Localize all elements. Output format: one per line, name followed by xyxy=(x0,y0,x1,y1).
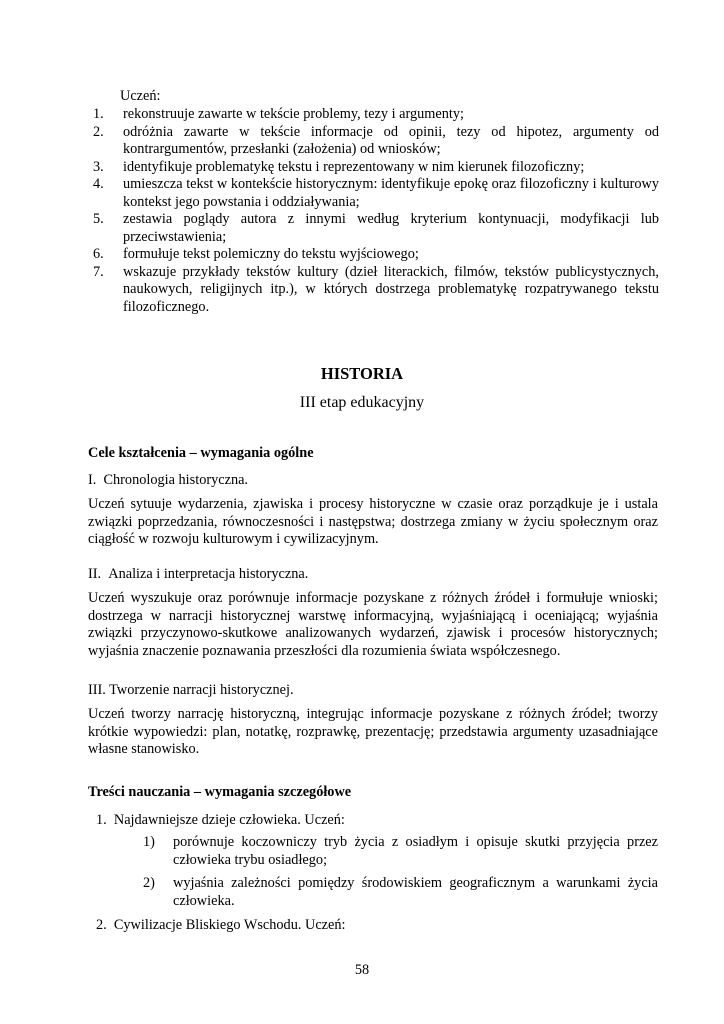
list-item: 2) wyjaśnia zależności pomiędzy środowiskiem geograficznym a warunkami życia człowieka. xyxy=(143,875,658,909)
goal-2-text: Uczeń wyszukuje oraz porównuje informacje pozyskane z różnych źródeł i formułuje wnioski; dostrzega w narracji historycznej warstwę informacyjną, wyjaśniającą i oceniającą; wyjaśnia związki przyczynowo-skutkowe analizowanych wydarzeń, zjawisk i procesów historycznych; wyjaśnia znaczenie poznawania przeszłości dla rozumienia świata współczesnego. xyxy=(88,590,658,659)
goal-2-title: II. Analiza i interpretacja historyczna. xyxy=(88,566,309,582)
topic-1-list xyxy=(143,834,658,910)
page-number: 58 xyxy=(354,962,370,978)
intro-label: Uczeń: xyxy=(120,88,161,104)
goal-1-title: I. Chronologia historyczna. xyxy=(88,472,249,488)
goal-1-text: Uczeń sytuuje wydarzenia, zjawiska i procesy historyczne w czasie oraz porządkuje je i ustala związki poprzedzania, równoczesności i następstwa; dostrzega zmiany w życiu społecznym oraz ciągłość w rozwoju kulturowym i cywilizacyjnym. xyxy=(88,496,658,547)
list-item: 6. formułuje tekst polemiczny do tekstu wyjściowego; xyxy=(93,246,419,262)
goals-heading: Cele kształcenia – wymagania ogólne xyxy=(88,445,314,461)
list-item: 2. odróżnia zawarte w tekście informacje od opinii, tezy od hipotez, argumenty od kontrargumentów, przesłanki (założenia) od wniosków; xyxy=(93,123,659,157)
section-title: HISTORIA xyxy=(320,364,404,383)
content-heading: Treści nauczania – wymagania szczegółowe xyxy=(88,784,352,800)
numbered-list xyxy=(93,106,659,316)
section-subtitle: III etap edukacyjny xyxy=(299,394,425,411)
topic-2: 2. Cywilizacje Bliskiego Wschodu. Uczeń: xyxy=(96,917,346,933)
list-item: 5. zestawia poglądy autora z innymi według kryterium kontynuacji, modyfikacji lub przeciwstawienia; xyxy=(93,211,659,245)
list-item: 7. wskazuje przykłady tekstów kultury (dzieł literackich, filmów, tekstów publicystycznych, naukowych, religijnych itp.), w których dostrzega problematykę rozpatrywanego tekstu filozoficznego. xyxy=(93,263,659,315)
list-item: 1) porównuje koczowniczy tryb życia z osiadłym i opisuje skutki przyjęcia przez człowieka trybu osiadłego; xyxy=(143,834,658,868)
topic-1: 1. Najdawniejsze dzieje człowieka. Uczeń: xyxy=(96,812,345,828)
goal-3-text: Uczeń tworzy narrację historyczną, integrując informacje pozyskane z różnych źródeł; tworzy krótkie wypowiedzi: plan, notatkę, rozprawkę, prezentację; przedstawia argumenty uzasadniające własne stanowisko. xyxy=(88,706,658,757)
goal-3-title: III. Tworzenie narracji historycznej. xyxy=(88,682,294,698)
list-item: 1. rekonstruuje zawarte w tekście problemy, tezy i argumenty; xyxy=(93,106,465,122)
list-item: 4. umieszcza tekst w kontekście historycznym: identyfikuje epokę oraz filozoficzny i kulturowy kontekst jego powstania i oddziaływania; xyxy=(93,176,659,210)
list-item: 3. identyfikuje problematykę tekstu i reprezentowany w nim kierunek filozoficzny; xyxy=(93,158,585,175)
